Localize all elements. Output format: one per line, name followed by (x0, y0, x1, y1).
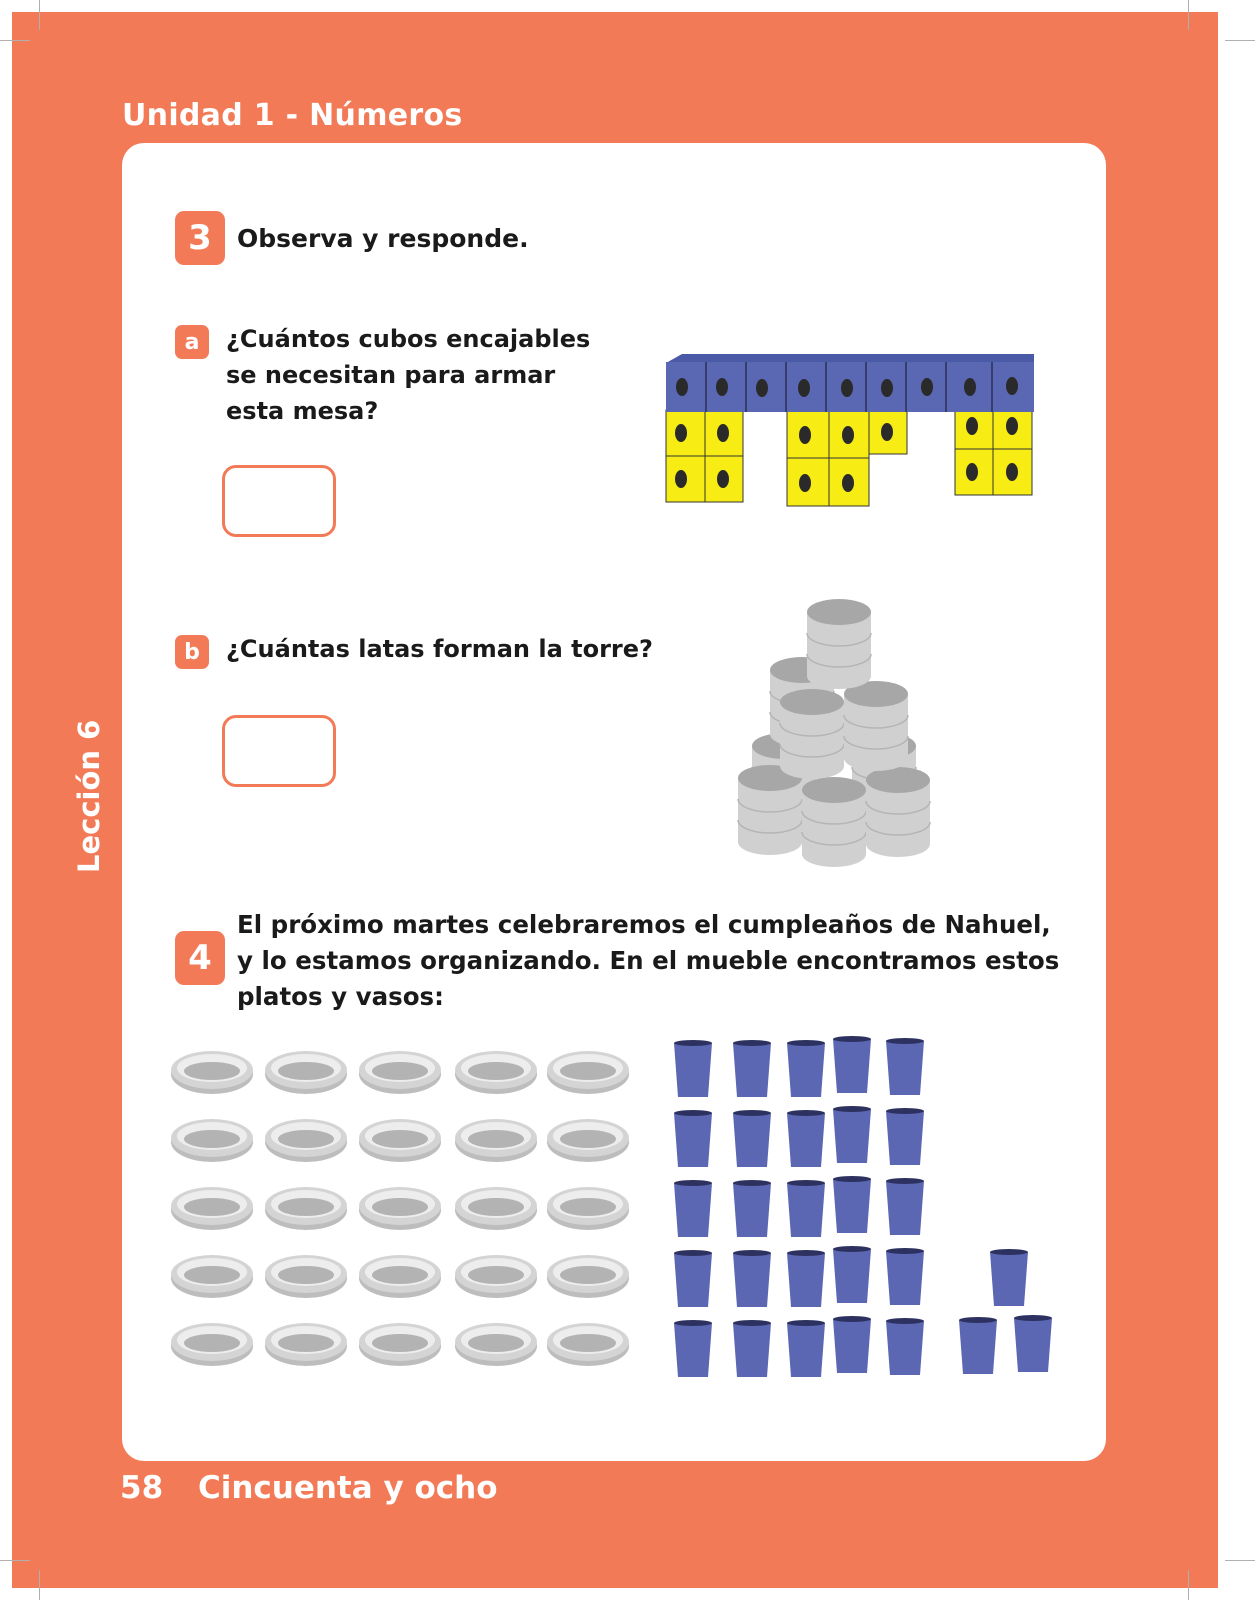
crop-mark (1225, 1560, 1255, 1561)
cup (674, 1320, 712, 1377)
cup (1014, 1315, 1052, 1372)
cup (833, 1106, 871, 1163)
can-tower-illustration (734, 598, 934, 878)
plate (359, 1051, 441, 1094)
plate (359, 1119, 441, 1162)
exercise-4-text-line: y lo estamos organizando. En el mueble encontramos estos (237, 946, 1060, 975)
part-b-answer-box[interactable] (222, 715, 336, 787)
plate (547, 1323, 629, 1366)
cup (886, 1108, 924, 1165)
part-b-badge: b (175, 635, 209, 669)
plate (265, 1323, 347, 1366)
plate (455, 1187, 537, 1230)
cup (959, 1317, 997, 1374)
plate (455, 1119, 537, 1162)
cup (990, 1249, 1028, 1306)
cup (833, 1316, 871, 1373)
exercise-4-text-line: El próximo martes celebraremos el cumpleaños de Nahuel, (237, 910, 1051, 939)
content-card (122, 143, 1106, 1461)
cups-illustration (662, 1018, 1062, 1408)
cup (674, 1040, 712, 1097)
page-footer (120, 1470, 498, 1506)
crop-mark (39, 1570, 40, 1600)
plate (455, 1255, 537, 1298)
cup (787, 1040, 825, 1097)
part-a-question (226, 321, 590, 429)
part-a-answer-box[interactable] (222, 465, 336, 537)
page-number-words: Cincuenta y ocho (197, 1470, 498, 1506)
plate (171, 1051, 253, 1094)
part-a-badge: a (175, 325, 209, 359)
cup (833, 1246, 871, 1303)
plate (171, 1187, 253, 1230)
part-a-question-line: esta mesa? (226, 397, 379, 425)
exercise-4-text (237, 907, 1059, 1015)
plate (171, 1119, 253, 1162)
part-b-question: ¿Cuántas latas forman la torre? (226, 635, 653, 663)
plate (171, 1323, 253, 1366)
cup (886, 1248, 924, 1305)
cup (733, 1110, 771, 1167)
cup (787, 1180, 825, 1237)
cube-table-illustration (662, 348, 1042, 538)
plate (359, 1187, 441, 1230)
cup (733, 1180, 771, 1237)
plate (547, 1051, 629, 1094)
crop-mark (1225, 40, 1255, 41)
crop-mark (1188, 0, 1189, 30)
plate (455, 1051, 537, 1094)
plate (265, 1119, 347, 1162)
plate (265, 1051, 347, 1094)
cup (886, 1178, 924, 1235)
plates-illustration (162, 1028, 642, 1408)
cup (733, 1040, 771, 1097)
crop-mark (39, 0, 40, 30)
plate (171, 1255, 253, 1298)
crop-mark (0, 1560, 30, 1561)
cup (674, 1180, 712, 1237)
plate (359, 1255, 441, 1298)
exercise-3-instruction: Observa y responde. (237, 224, 529, 253)
plate (455, 1323, 537, 1366)
cup (886, 1038, 924, 1095)
lesson-label: Lección 6 (72, 719, 106, 873)
plate (547, 1119, 629, 1162)
part-a-question-line: se necesitan para armar (226, 361, 556, 389)
cup (787, 1110, 825, 1167)
exercise-4-badge: 4 (175, 931, 225, 985)
crop-mark (1188, 1570, 1189, 1600)
cup (886, 1318, 924, 1375)
exercise-3-badge: 3 (175, 211, 225, 265)
cup (833, 1036, 871, 1093)
page-number: 58 (120, 1470, 164, 1506)
part-a-question-line: ¿Cuántos cubos encajables (226, 325, 591, 353)
unit-title: Unidad 1 - Números (122, 98, 463, 133)
cup (833, 1176, 871, 1233)
plate (359, 1323, 441, 1366)
cup (674, 1250, 712, 1307)
plate (265, 1255, 347, 1298)
crop-mark (0, 40, 30, 41)
cup (733, 1250, 771, 1307)
exercise-4-text-line: platos y vasos: (237, 982, 444, 1011)
cup (733, 1320, 771, 1377)
plate (547, 1255, 629, 1298)
cup (787, 1320, 825, 1377)
plate (265, 1187, 347, 1230)
cup (787, 1250, 825, 1307)
cup (674, 1110, 712, 1167)
plate (547, 1187, 629, 1230)
